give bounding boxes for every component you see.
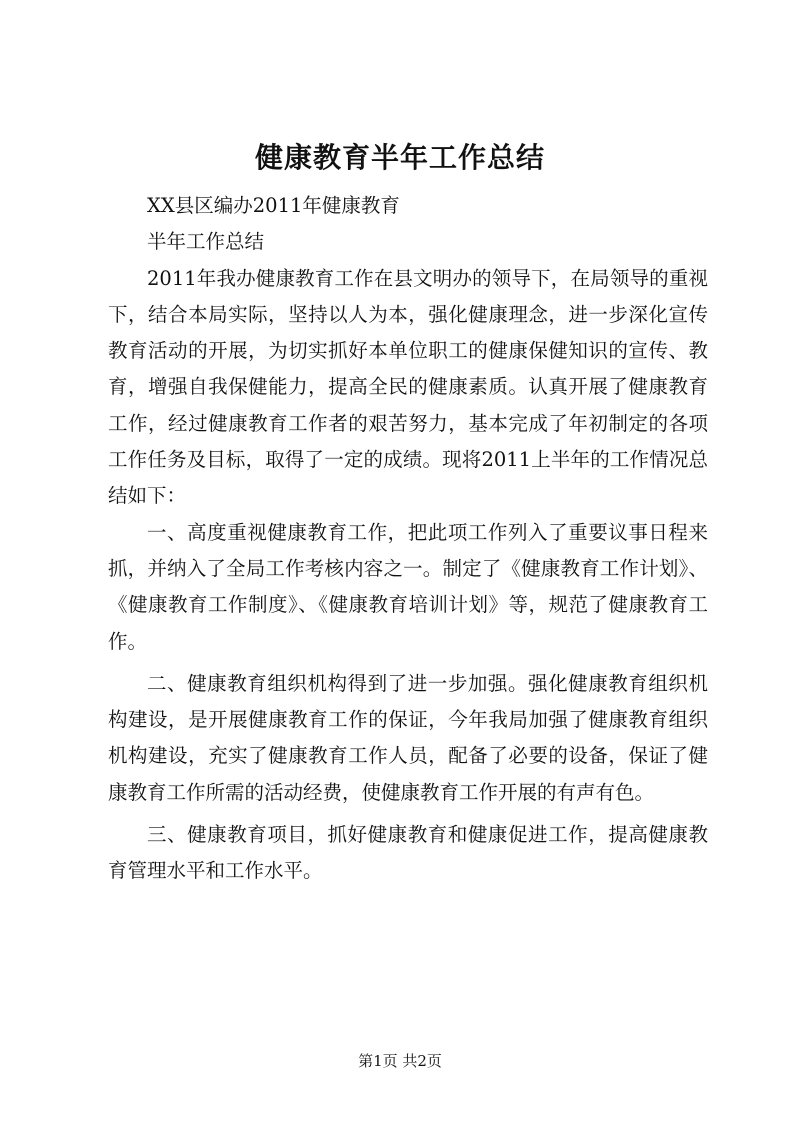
document-title: 健康教育半年工作总结: [254, 141, 545, 174]
intro-paragraph: 2011年我办健康教育工作在县文明办的领导下，在局领导的重视下，结合本局实际，坚持以人为本，强化健康理念，进一步深化宣传教育活动的开展，为切实抓好本单位职工的健康保健知识的宣传、教育，增强自我保健能力，提高全民的健康素质。认真开展了健康教育工作，经过健康教育工作者的艰苦努力，基本完成了年初制定的各项工作任务及目标，取得了一定的成绩。现将2011上半年的工作情况总结如下：: [108, 266, 708, 508]
subtitle-line-1: XX县区编办2011年健康教育: [147, 194, 400, 217]
section-two-paragraph: 二、健康教育组织机构得到了进一步加强。强化健康教育组织机构建设，是开展健康教育工作的保证，今年我局加强了健康教育组织机构建设，充实了健康教育工作人员，配备了必要的设备，保证了健康教育工作所需的活动经费，使健康教育工作开展的有声有色。: [108, 671, 708, 804]
page-indicator: 第1页 共2页: [358, 1052, 442, 1070]
document-body: [108, 188, 708, 890]
subtitle-line-2: 半年工作总结: [147, 230, 265, 254]
section-one-paragraph: 一、高度重视健康教育工作，把此项工作列入了重要议事日程来抓，并纳入了全局工作考核内容之一。制定了《健康教育工作计划》、《健康教育工作制度》、《健康教育培训计划》等，规范了健康教育工作。: [108, 520, 708, 653]
section-three-paragraph: 三、健康教育项目，抓好健康教育和健康促进工作，提高健康教育管理水平和工作水平。: [108, 823, 708, 883]
